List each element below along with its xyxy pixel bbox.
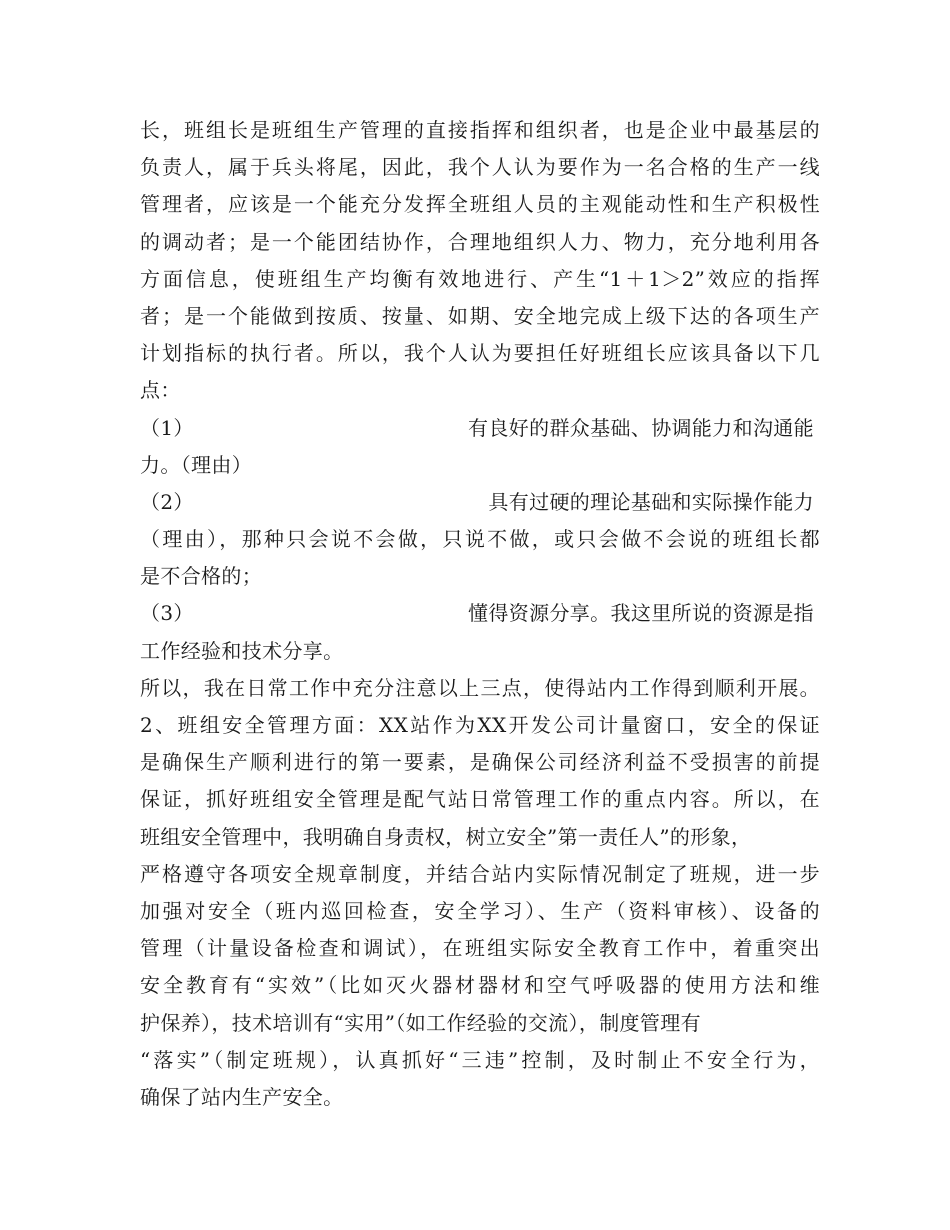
- paragraph-line: 管理（计量设备检查和调试），在班组实际安全教育工作中，着重突出: [140, 936, 820, 961]
- paragraph-line: 确保了站内生产安全。: [140, 1084, 344, 1109]
- item-number: （3）: [140, 601, 194, 626]
- paragraph-line: 点：: [140, 378, 181, 403]
- paragraph-line: 加强对安全（班内巡回检查，安全学习）、生产（资料审核）、设备的: [140, 898, 820, 923]
- paragraph-line: 力。（理由）: [140, 452, 253, 477]
- paragraph-line: （理由），那种只会说不会做，只说不做，或只会做不会说的班组长都: [140, 527, 820, 552]
- paragraph-line: 者；是一个能做到按质、按量、如期、安全地完成上级下达的各项生产: [140, 303, 820, 328]
- paragraph-line: 安全教育有“实效”（比如灭火器材器材和空气呼吸器的使用方法和维: [140, 973, 820, 998]
- paragraph-line: 计划指标的执行者。所以，我个人认为要担任好班组长应该具备以下几: [140, 341, 820, 366]
- paragraph-line: 保证，抓好班组安全管理是配气站日常管理工作的重点内容。所以，在: [140, 787, 820, 812]
- paragraph-line: 长，班组长是班组生产管理的直接指挥和组织者，也是企业中最基层的: [140, 118, 820, 142]
- paragraph-line: 负责人，属于兵头将尾，因此，我个人认为要作为一名合格的生产一线: [140, 155, 820, 180]
- item-number: （1）: [140, 415, 194, 440]
- paragraph-line: 管理者，应该是一个能充分发挥全班组人员的主观能动性和生产积极性: [140, 192, 820, 217]
- item-number: （2）: [140, 489, 194, 514]
- numbered-item-1: [140, 410, 820, 447]
- paragraph-line: 严格遵守各项安全规章制度，并结合站内实际情况制定了班规，进一步: [140, 861, 820, 886]
- paragraph-line: 工作经验和技术分享。: [140, 638, 344, 663]
- document-body: [140, 112, 820, 1116]
- numbered-item-3: [140, 595, 820, 632]
- numbered-item-2: [140, 484, 820, 521]
- paragraph-line: 的调动者；是一个能团结协作，合理地组织人力、物力，充分地利用各: [140, 229, 820, 254]
- paragraph-line: “落实”（制定班规），认真抓好“三违”控制，及时制止不安全行为，: [140, 1047, 820, 1072]
- item-text: 具有过硬的理论基础和实际操作能力: [488, 489, 814, 514]
- paragraph-line: 2、班组安全管理方面：XX站作为XX开发公司计量窗口，安全的保证: [140, 713, 820, 737]
- item-text: 懂得资源分享。我这里所说的资源是指: [468, 601, 814, 626]
- paragraph-line: 护保养），技术培训有“实用”（如工作经验的交流），制度管理有: [140, 1010, 701, 1035]
- paragraph-line: 班组安全管理中，我明确自身责权，树立安全”第一责任人”的形象，: [140, 824, 752, 849]
- paragraph-line: 是不合格的；: [140, 564, 263, 589]
- paragraph-line: 所以，我在日常工作中充分注意以上三点，使得站内工作得到顺利开展。: [140, 675, 820, 700]
- paragraph-line: 方面信息，使班组生产均衡有效地进行、产生“1＋1＞2”效应的指挥: [140, 266, 820, 291]
- item-text: 有良好的群众基础、协调能力和沟通能: [468, 415, 814, 440]
- paragraph-line: 是确保生产顺利进行的第一要素，是确保公司经济利益不受损害的前提: [140, 750, 820, 775]
